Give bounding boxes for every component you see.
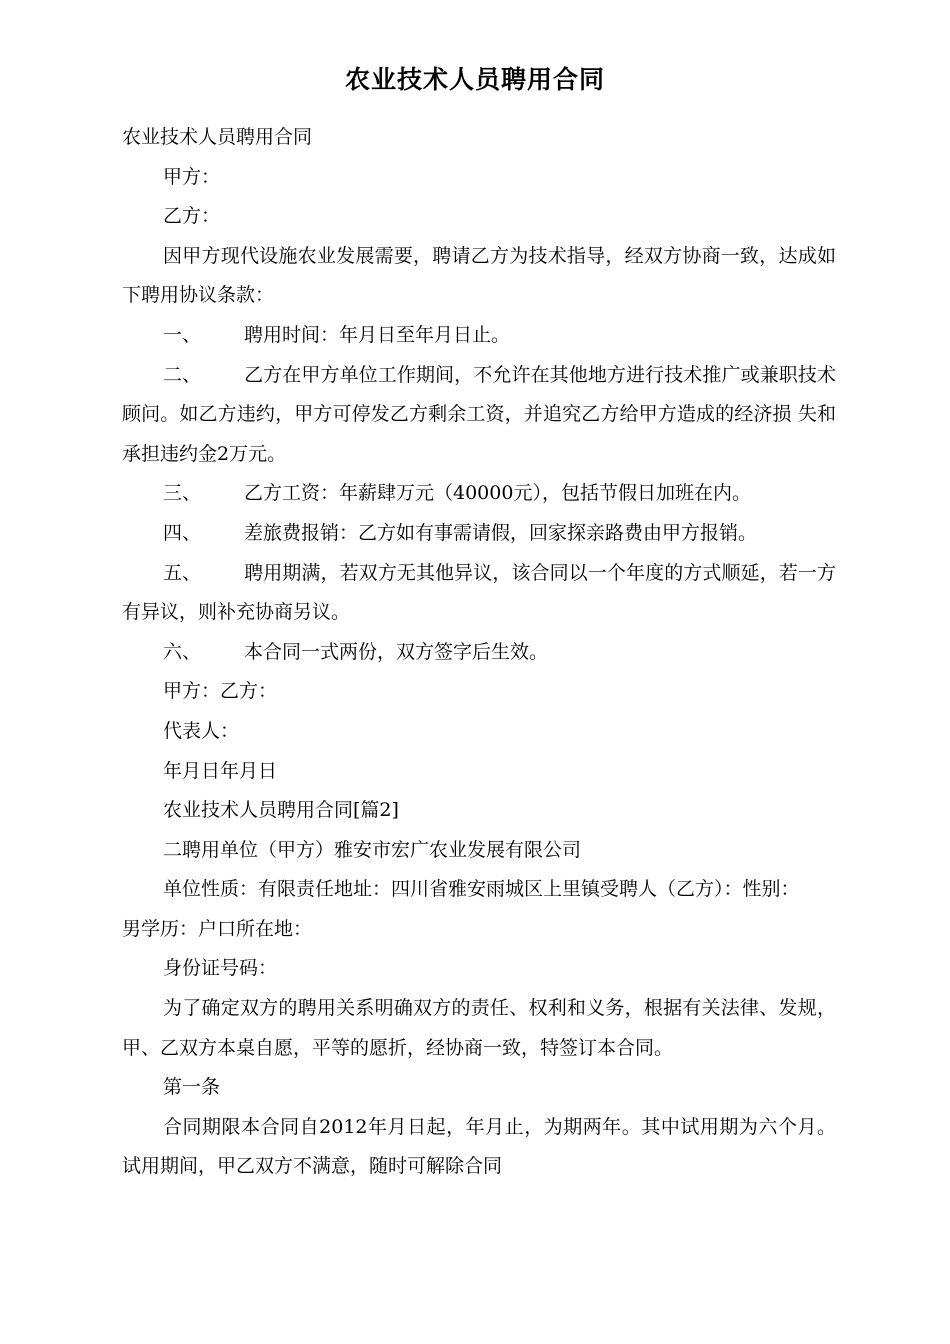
intro-paragraph: 因甲方现代设施农业发展需要，聘请乙方为技术指导，经双方协商一致，达成如下聘用协议条款：	[122, 244, 836, 307]
article-1-text: 合同期限本合同自2012年月日起，年月止，为期两年。其中试用期为六个月。试用期间，甲乙双方不满意，随时可解除合同	[122, 1115, 836, 1178]
clause-1-number: 一、	[163, 323, 202, 346]
clause-2-text: 乙方在甲方单位工作期间，不允许在其他地方进行技术推广或兼职技术 顾问。如乙方违约，甲方可停发乙方剩余工资，并追究乙方给甲方造成的经济损 失和承担违约金2万元。	[122, 363, 836, 465]
subtitle-line: 农业技术人员聘用合同	[122, 126, 313, 148]
clause-3	[122, 474, 836, 514]
document-body	[122, 118, 836, 1187]
clause-5-text: 聘用期满，若双方无其他异议，该合同以一个年度的方式顺延，若一方 有异议，则补充协商另议。	[122, 561, 836, 624]
employer-details: 单位性质：有限责任地址：四川省雅安雨城区上里镇受聘人（乙方）：性别：	[163, 878, 800, 901]
clause-1-text: 聘用时间：年月日至年月日止。	[244, 323, 511, 346]
date-line: 年月日年月日	[163, 759, 278, 782]
representative-line: 代表人：	[163, 719, 240, 742]
clause-2	[122, 356, 836, 475]
employer-line: 二聘用单位（甲方）雅安市宏广农业发展有限公司	[163, 838, 582, 861]
party-b-line: 乙方：	[163, 205, 221, 228]
clause-3-text: 乙方工资：年薪肆万元（40000元），包括节假日加班在内。	[244, 482, 751, 505]
clause-6	[122, 633, 836, 673]
clause-3-number: 三、	[163, 482, 202, 505]
employee-details: 男学历：户口所在地：	[122, 917, 313, 940]
clause-5	[122, 554, 836, 633]
clause-6-number: 六、	[163, 640, 202, 663]
party-a-line: 甲方：	[163, 165, 221, 188]
section-2-title: 农业技术人员聘用合同[篇2]	[163, 799, 399, 822]
clause-2-number: 二、	[163, 363, 202, 386]
clause-5-number: 五、	[163, 561, 202, 584]
article-1-heading: 第一条	[163, 1076, 221, 1099]
document-title: 农业技术人员聘用合同	[344, 65, 605, 94]
clause-4-number: 四、	[163, 521, 202, 544]
clause-6-text: 本合同一式两份，双方签字后生效。	[244, 640, 549, 663]
clause-1	[122, 316, 836, 356]
signature-parties: 甲方：乙方：	[163, 680, 278, 703]
clause-4	[122, 514, 836, 554]
id-number-line: 身份证号码：	[163, 957, 278, 980]
purpose-paragraph: 为了确定双方的聘用关系明确双方的责任、权利和义务，根据有关法律、发规，甲、乙双方本桌自愿，平等的愿折，经协商一致，特签订本合同。	[122, 997, 836, 1059]
clause-4-text: 差旅费报销：乙方如有事需请假，回家探亲路费由甲方报销。	[244, 521, 758, 544]
